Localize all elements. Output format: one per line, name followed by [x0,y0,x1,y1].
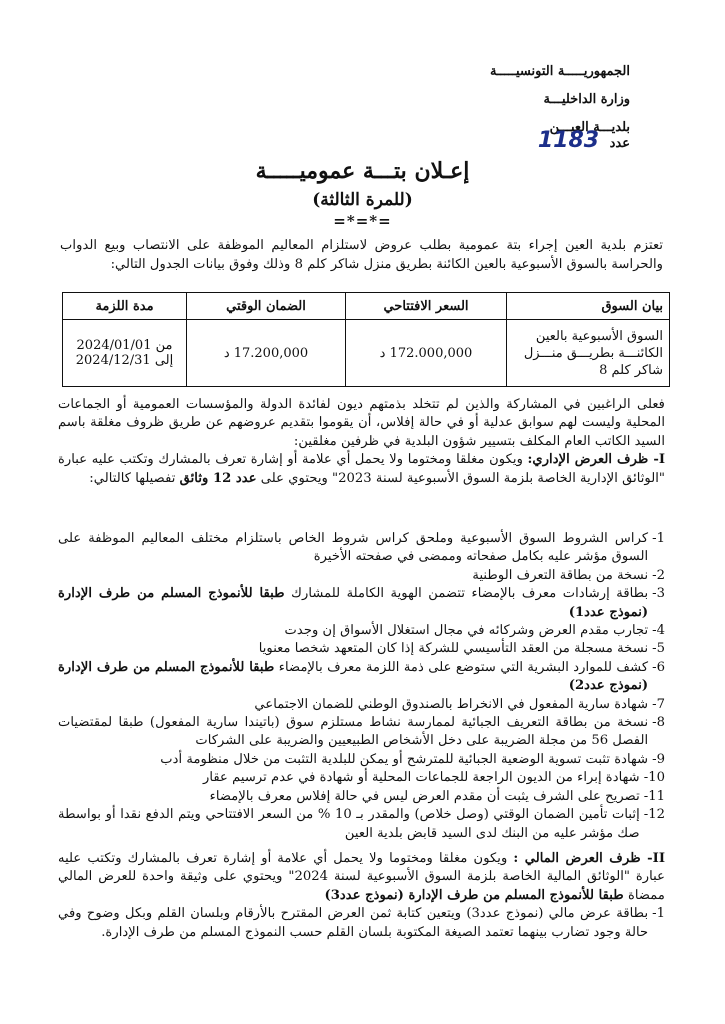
item-number: 7- [652,696,665,712]
item-text: شهادة سارية المفعول في الانخراط بالصندوق الوطني للضمان الاجتماعي [254,696,649,712]
duration-from: من 2024/01/01 [76,338,173,353]
list-item [58,585,665,622]
item-text: إثبات تأمين الضمان الوقتي (وصل خلاص) والمقدر بـ 10 % من السعر الافتتاحي ويتم الدفع نقدا أو بواسطة صك مؤشر عليه من البنك لدى السيد قابض بلدية العين [58,807,640,841]
item-text-bold: طبقا للأنموذج المسلم من طرف الإدارة (نموذج عدد2) [58,659,649,694]
section2-heading: II- ظرف العرض المالي : [513,850,666,866]
item-number: 11- [643,788,665,804]
item-text: بطاقة إرشادات معرف بالإمضاء تتضمن الهوية الكاملة للمشارك [284,586,649,602]
list-item [58,806,665,843]
list-item [58,567,665,585]
page-subtitle: (للمرة الثالثة) [312,190,413,210]
ministry-name: وزارة الداخليـــة [543,92,630,107]
list-item [58,788,665,806]
list-item [58,751,665,769]
list-item [58,714,665,751]
section1-text-a: ويكون مغلقا ومختوما ولا يحمل أي علامة أو إشارة تعرف بالمشارك وتكتب عليه عبارة "الوثائق الإدارية الخاصة بلزمة السوق الأسبوعية لسنة 2023" ويحتوي على [58,452,665,486]
item-text-bold: طبقا للأنموذج المسلم من طرف الإدارة (نموذج عدد1) [58,586,649,620]
item-text: كراس الشروط السوق الأسبوعية وملحق كراس شروط الخاص باستلزام مختلف المعاليم الموظفة على السوق مؤشر عليه بكامل صفحاته وممضى في صفحته الأخيرة [58,531,649,565]
item-number: 2- [652,567,665,583]
section1-text-b: تفصيلها كالتالي: [89,470,180,486]
item-number: 4- [652,623,665,639]
header-duration: مدة اللزمة [63,293,187,320]
cell-price: 172.000,000 د [346,320,507,387]
item-text: بطاقة عرض مالي (نموذج عدد3) ويتعين كتابة ثمن العرض المقترح بالأرقام وبلسان القلم وبكل وضوح وفي حالة وجود تضارب بينهما تعتمد الصيغة المكتوبة بلسان القلم حسب النموذج المسلم من طرف الإدارة. [58,906,649,940]
table-header-row [63,293,670,320]
handwritten-number: 1183 [537,128,600,153]
section-administrative [58,451,665,488]
cell-guarantee: 17.200,000 د [187,320,346,387]
list-item [58,769,665,787]
list-item [58,659,665,696]
item-text: نسخة مسجلة من العقد التأسيسي للشركة إذا كان المتعهد شخصا معنويا [258,641,649,657]
municipality-name: بلديـــة العيـــن [549,120,630,135]
item-text: نسخة من بطاقة التعريف الجبائية لممارسة نشاط مستلزم سوق (باتيندا سارية المفعول) طبقا لمقتضيات الفصل 56 من مجلة الضريبة على دخل الأشخاص الطبيعيين والضريبة على الشركات [58,715,649,749]
reference-prefix: عدد [609,136,630,151]
reference-number [538,128,630,153]
header-market: بيان السوق [507,293,670,320]
intro-paragraph: تعتزم بلدية العين إجراء بتة عمومية بطلب عروض لاستلزام المعاليم الموظفة على الانتصاب وبيع الدواب والحراسة بالسوق الأسبوعية بالعين الكائنة بطريق منزل شاكر كلم 8 وذلك وفوق بيانات الجدول التالي: [60,238,663,272]
duration-to: إلى 2024/12/31 [75,353,174,368]
header-guarantee: الضمان الوقتي [187,293,346,320]
item-number: 8- [652,715,665,731]
list-item [58,696,665,714]
conditions-block [58,396,665,488]
title-decoration: =*=*= [333,212,392,230]
cell-duration [63,320,187,387]
page-title: إعـلان بتـــة عموميـــــة [255,158,470,184]
documents-list [58,530,665,942]
item-number: 1- [652,906,665,922]
header-price: السعر الافتتاحي [346,293,507,320]
item-text: شهادة إبراء من الديون الراجعة للجماعات المحلية أو شهادة في عدم ترسيم عقار [202,770,640,786]
item-text: تجارب مقدم العرض وشركائه في مجال استغلال الأسواق إن وجدت [284,623,649,639]
item-number: 12- [643,807,665,823]
section2-bold: طبقا للأنموذج المسلم من طرف الإدارة (نموذج عدد3) [324,887,624,903]
republic-name: الجمهوريـــــة التونسيـــــة [490,64,630,79]
item-number: 6- [652,659,665,675]
item-text: نسخة من بطاقة التعرف الوطنية [472,567,649,583]
item-number: 3- [652,586,665,602]
section1-count: عدد 12 وثائق [179,470,257,486]
list-item [58,905,665,942]
item-number: 9- [652,751,665,767]
section1-heading: I- ظرف العرض الإداري: [527,452,665,468]
section-financial [58,850,665,905]
item-number: 5- [652,641,665,657]
list-item [58,640,665,658]
item-number: 10- [643,770,665,786]
cell-market: السوق الأسبوعية بالعين الكائنـــة بطريـــق منـــزل شاكر كلم 8 [507,320,670,387]
table-row [63,320,670,387]
section2-text: ويكون مغلقا ومختوما ولا يحمل أي علامة أو إشارة تعرف بالمشارك وتكتب عليه عبارة "الوثائق المالية الخاصة بلزمة السوق الأسبوعية لسنة 2024" ويحتوي على وثيقة واحدة للعرض المالي ممضاة [58,850,665,903]
item-number: 1- [652,531,665,546]
market-table [62,292,670,387]
item-text: تصريح على الشرف يثبت أن مقدم العرض ليس في حالة إفلاس معرف بالإمضاء [209,788,640,804]
item-text: شهادة تثبت تسوية الوضعية الجبائية للمترشح أو يمكن للبلدية التثبت من خلال منظومة أدب [160,751,649,767]
list-item [58,622,665,640]
list-item [58,530,665,567]
item-text: كشف للموارد البشرية التي ستوضع على ذمة اللزمة معرف بالإمضاء [274,659,649,675]
conditions-paragraph: فعلى الراغبين في المشاركة والذين لم تتخلد بذمتهم ديون لفائدة الدولة والمؤسسات العمومية أو الجماعات المحلية وليست لهم سوابق عدلية أو في حالة إفلاس، أن يقوموا بتقديم عروضهم عن طريق ظروف مغلقة باسم السيد الكاتب العام المكلف بتسيير شؤون البلدية في ظرفين مغلقين: [58,397,665,449]
